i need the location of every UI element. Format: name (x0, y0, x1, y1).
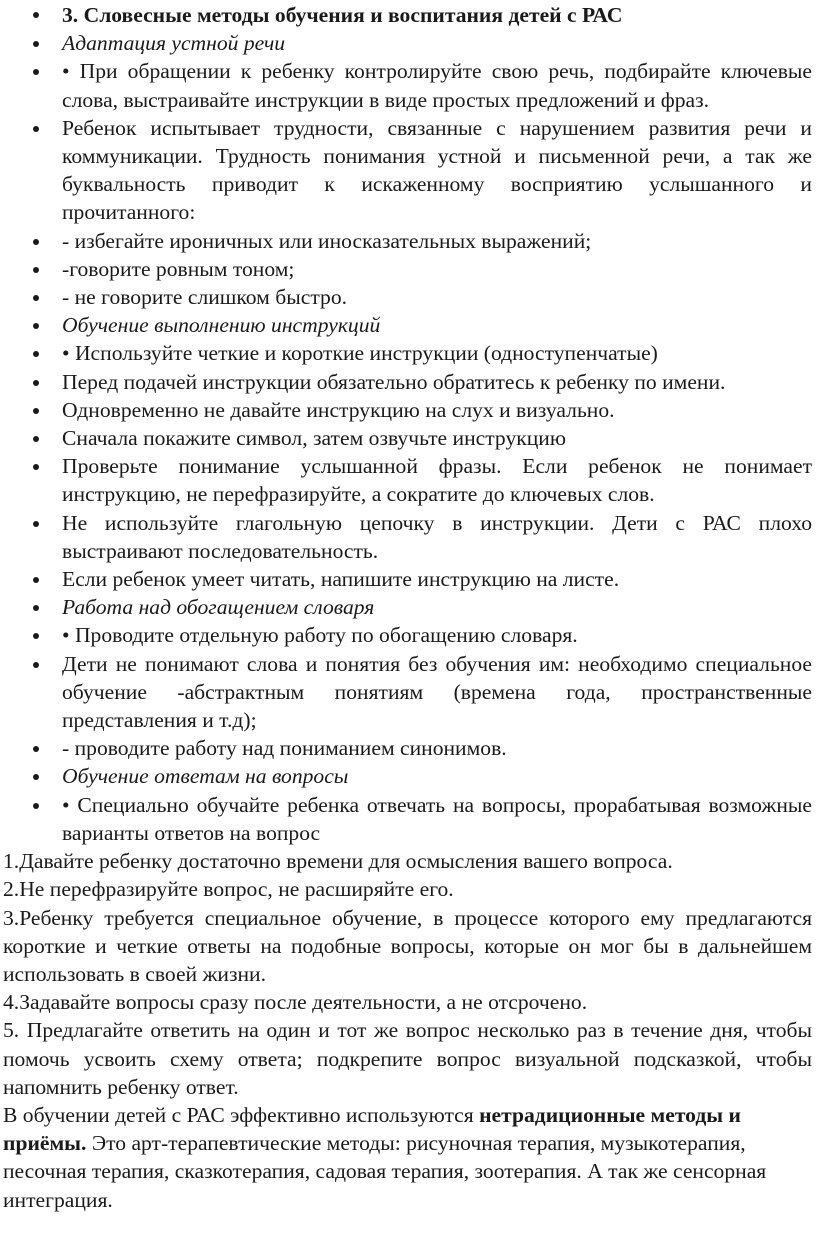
numbered-item: 3.Ребенку требуется специальное обучение, в процессе которого ему предлагаются короткие и четкие ответы на подобные вопросы, которые он мог бы в дальнейшем использовать в своей жизни. (3, 905, 812, 986)
list-item: Перед подачей инструкции обязательно обратитесь к ребенку по имени. (0, 368, 814, 396)
numbered-item: 5. Предлагайте ответить на один и тот же вопрос несколько раз в течение дня, чтобы помочь усвоить схему ответа; подкрепите вопрос визуальной подсказкой, чтобы напомнить ребенку ответ. (3, 1018, 812, 1099)
list-item: - не говорите слишком быстро. (0, 283, 814, 311)
list-item: Проверьте понимание услышанной фразы. Если ребенок не понимает инструкцию, не перефразируйте, а сократите до ключевых слов. (0, 452, 814, 508)
list-item: Если ребенок умеет читать, напишите инструкцию на листе. (0, 565, 814, 593)
list-item: • Специально обучайте ребенка отвечать на вопросы, прорабатывая возможные варианты ответов на вопрос (0, 791, 814, 847)
subheading-instructions: Обучение выполнению инструкций (0, 311, 814, 339)
list-item: - проводите работу над пониманием синонимов. (0, 734, 814, 762)
list-item: Сначала покажите символ, затем озвучьте инструкцию (0, 424, 814, 452)
closing-text-start: В обучении детей с РАС эффективно используются (3, 1102, 480, 1127)
list-item: Не используйте глагольную цепочку в инструкции. Дети с РАС плохо выстраивают последовательность. (0, 509, 814, 565)
list-item: -говорите ровным тоном; (0, 255, 814, 283)
closing-paragraph (0, 1101, 814, 1214)
list-item: - избегайте ироничных или иносказательных выражений; (0, 227, 814, 255)
list-item: • При обращении к ребенку контролируйте свою речь, подбирайте ключевые слова, выстраивайте инструкции в виде простых предложений и фраз. (0, 57, 814, 113)
list-item: • Проводите отдельную работу по обогащению словаря. (0, 621, 814, 649)
numbered-item: 2.Не перефразируйте вопрос, не расширяйте его. (3, 877, 454, 902)
list-item: Ребенок испытывает трудности, связанные с нарушением развития речи и коммуникации. Трудность понимания устной и письменной речи, а так же буквальность приводит к искаженному восприятию услышанного и прочитанного: (0, 114, 814, 227)
closing-text-emphasis: нетрадиционные методы и приёмы. (3, 1102, 741, 1156)
subheading-questions: Обучение ответам на вопросы (0, 762, 814, 790)
closing-text-end: Это арт-терапевтические методы: рисуночная терапия, музыкотерапия, песочная терапия, сказкотерапия, садовая терапия, зоотерапия. А так же сенсорная интеграция. (3, 1131, 767, 1212)
list-item: • Используйте четкие и короткие инструкции (одноступенчатые) (0, 339, 814, 367)
subheading-vocabulary: Работа над обогащением словаря (0, 593, 814, 621)
list-item: Дети не понимают слова и понятия без обучения им: необходимо специальное обучение -абстрактным понятиям (времена года, пространственные представления и т.д); (0, 650, 814, 735)
list-item: Одновременно не давайте инструкцию на слух и визуально. (0, 396, 814, 424)
subheading-oral-speech: Адаптация устной речи (0, 29, 814, 57)
numbered-item: 1.Давайте ребенку достаточно времени для осмысления вашего вопроса. (3, 849, 673, 874)
numbered-item: 4.Задавайте вопросы сразу после деятельности, а не отсрочено. (3, 990, 588, 1015)
section-heading: 3. Словесные методы обучения и воспитания детей с РАС (0, 0, 814, 29)
